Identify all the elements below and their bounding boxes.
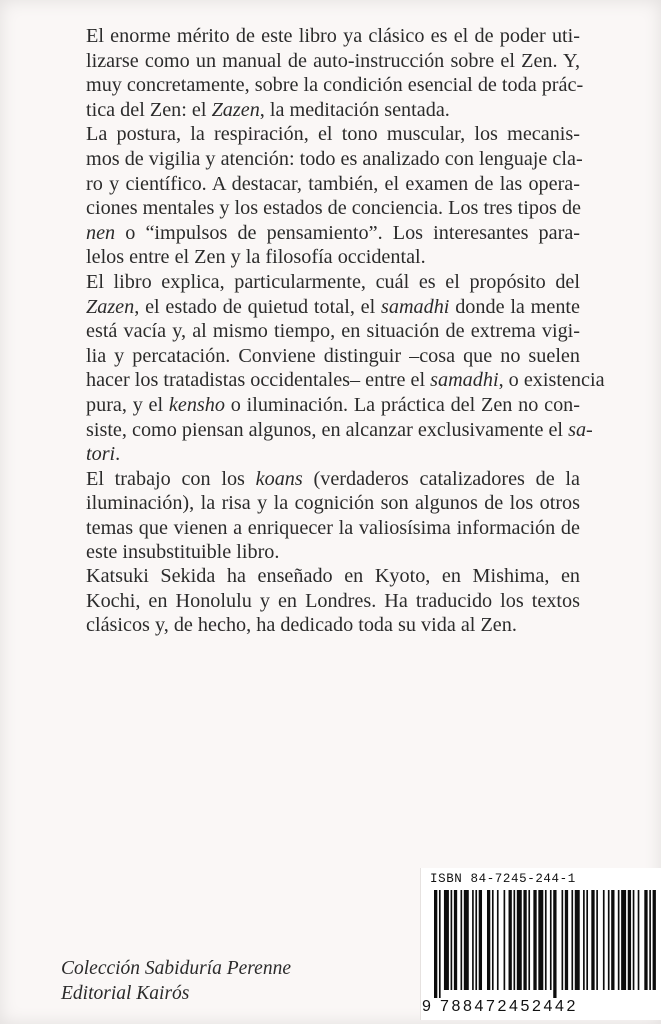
publisher-name: Editorial Kairós <box>61 983 190 1004</box>
barcode-bar <box>571 890 573 990</box>
barcode-bar <box>575 890 580 990</box>
collection-info <box>61 956 291 1006</box>
barcode-bar <box>596 890 598 990</box>
barcode-image <box>434 890 656 998</box>
collection-name: Colección Sabiduría Perenne <box>61 958 291 979</box>
text-line: mos de vigilia y atención: todo es analizado con lenguaje cla- <box>86 147 583 170</box>
barcode-bar <box>523 890 526 990</box>
blurb-paragraph <box>86 270 605 467</box>
text-line: lelos entre el Zen y la filosofía occidental. <box>86 246 426 269</box>
barcode-bar <box>545 890 547 990</box>
text-line: hacer los tratadistas occidentales– entre el samadhi, o existencia <box>86 369 605 392</box>
text-line: tica del Zen: el Zazen, la meditación sentada. <box>86 98 450 121</box>
barcode-bar <box>509 890 512 990</box>
barcode-bar <box>497 890 499 990</box>
ean-first-digit: 9 <box>422 998 434 1015</box>
italic-term: tori <box>86 443 116 466</box>
barcode-bar <box>591 890 594 990</box>
text-line: Zazen, el estado de quietud total, el samadhi donde la mente <box>86 295 580 318</box>
barcode-bar <box>638 890 640 990</box>
barcode-bar <box>461 890 463 990</box>
italic-term: sa- <box>568 418 593 441</box>
text-line: nen o “impulsos de pensamiento”. Los interesantes para- <box>86 221 580 244</box>
text-line: muy concretamente, sobre la condición esencial de toda prác- <box>86 74 584 97</box>
barcode-bar <box>439 890 441 998</box>
barcode-bar <box>565 890 568 990</box>
barcode-bar <box>653 890 656 990</box>
text-line: ciones mentales y los estados de conciencia. Los tres tipos de <box>86 197 582 220</box>
italic-term: koans <box>255 467 303 490</box>
text-line: tori. <box>86 443 121 466</box>
barcode-bar <box>644 890 647 990</box>
blurb-text <box>86 24 605 565</box>
text-line: siste, como piensan algunos, en alcanzar exclusivamente el sa- <box>86 418 593 441</box>
barcode-bar <box>513 890 515 990</box>
barcode-bar <box>586 890 588 990</box>
barcode-bar <box>487 890 490 990</box>
barcode-bar <box>444 890 449 990</box>
barcode-bar <box>628 890 631 990</box>
barcode-bar <box>479 890 482 990</box>
blurb-paragraph <box>86 122 583 270</box>
italic-term: nen <box>86 221 116 244</box>
barcode-bar <box>528 890 530 990</box>
ean-digits: 788472452442 <box>440 998 578 1015</box>
barcode-bar <box>618 890 620 990</box>
barcode-bar <box>621 890 626 990</box>
text-line: El libro explica, particularmente, cuál es el propósito del <box>86 270 580 293</box>
barcode-bar <box>562 890 564 990</box>
barcode-bar <box>434 890 437 998</box>
barcode-bar <box>492 890 494 990</box>
barcode-bar <box>608 890 610 990</box>
text-line: Katsuki Sekida ha enseñado en Kyoto, en Mishima, en <box>86 565 580 587</box>
text-line: lia y percatación. Conviene distinguir –cosa que no suelen <box>86 344 580 367</box>
barcode-bar <box>550 890 552 990</box>
text-line: lizarse como un manual de auto-instrucción sobre el Zen. Y, <box>86 49 580 72</box>
text-line: clásicos y, de hecho, ha dedicado toda su vida al Zen. <box>86 614 517 637</box>
barcode-bar <box>633 890 635 990</box>
barcode-bar <box>464 890 469 990</box>
barcode-bar <box>603 890 605 990</box>
barcode-bar <box>517 890 522 990</box>
italic-term: Zazen <box>86 295 135 318</box>
italic-term: samadhi <box>430 369 499 392</box>
blurb-paragraph <box>86 467 580 565</box>
text-line: El trabajo con los koans (verdaderos catalizadores de la <box>86 467 580 490</box>
text-line: El enorme mérito de este libro ya clásico es el de poder uti- <box>86 25 580 47</box>
text-line: está vacía y, al mismo tiempo, en situación de extrema vigi- <box>86 320 580 343</box>
barcode-bar <box>472 890 474 990</box>
barcode-bar <box>611 890 614 990</box>
barcode-bar <box>533 890 536 990</box>
text-line: ro y científico. A destacar, también, el examen de las opera- <box>86 172 580 195</box>
barcode-bar <box>451 890 453 990</box>
barcode-bar <box>504 890 506 990</box>
italic-term: samadhi <box>381 295 450 318</box>
text-line: Kochi, en Honolulu y en Londres. Ha traducido los textos <box>86 589 580 612</box>
barcode-bar <box>553 890 556 998</box>
barcode-bar <box>475 890 477 990</box>
blurb-paragraph <box>86 24 584 122</box>
barcode-bar <box>538 890 543 990</box>
text-line: temas que vienen a enriquecer la valiosísima información de <box>86 516 580 539</box>
text-line: este insubstituible libro. <box>86 541 280 564</box>
italic-term: Zazen <box>211 98 260 121</box>
text-line: iluminación), la risa y la cognición son algunos de los otros <box>86 492 580 515</box>
italic-term: kensho <box>168 393 225 416</box>
author-bio <box>86 564 580 638</box>
text-line: pura, y el kensho o iluminación. La práctica del Zen no con- <box>86 393 580 416</box>
barcode-bar <box>649 890 651 990</box>
text-line: La postura, la respiración, el tono muscular, los mecanis- <box>86 123 580 146</box>
barcode-bar <box>583 890 585 990</box>
barcode-bar <box>454 890 457 990</box>
isbn-number: ISBN 84-7245-244-1 <box>430 872 576 886</box>
